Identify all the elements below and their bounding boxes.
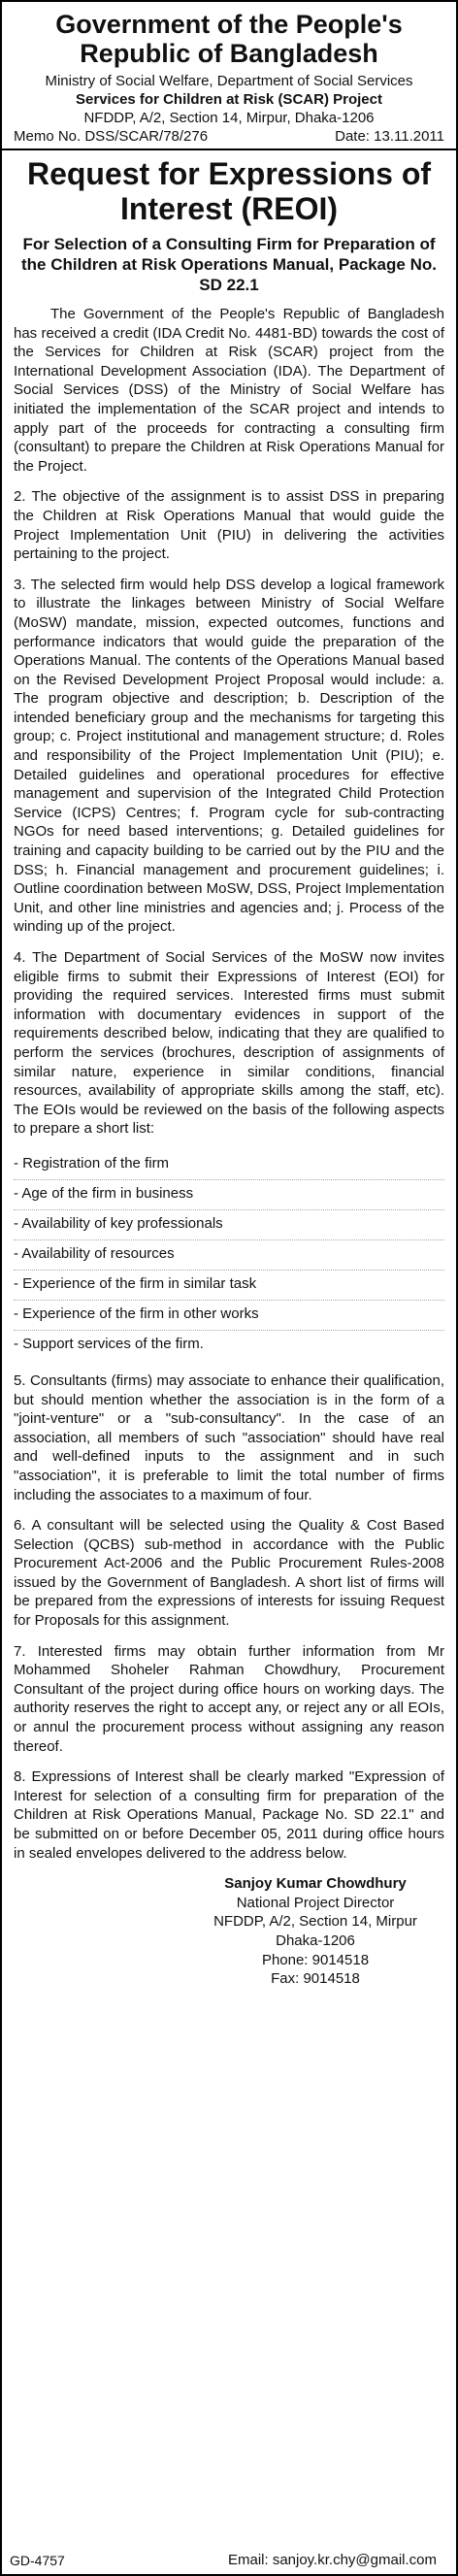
criteria-item: - Experience of the firm in similar task: [14, 1271, 444, 1301]
ad-reference-code: GD-4757: [10, 2553, 65, 2568]
signatory-fax: Fax: 9014518: [271, 1970, 360, 1988]
subject-line: For Selection of a Consulting Firm for Preparation of the Children at Risk Operations Manual, Package No. SD 22.1: [21, 235, 437, 294]
document-title: Request for Expressions of Interest (REOI): [26, 156, 432, 226]
signature-block: [204, 1874, 427, 1989]
shortlist-criteria: [14, 1150, 444, 1360]
paragraph-8: 8. Expressions of Interest shall be clearly marked "Expression of Interest for selection of a consulting firm for preparation of the Children at Risk Operations Manual, Package No. SD 22.1" and be submitted on or before December 05, 2011 during office hours in sealed envelopes delivered to the address below.: [14, 1768, 444, 1862]
paragraph-6: 6. A consultant will be selected using the Quality & Cost Based Selection (QCBS) sub-method in accordance with the Public Procurement Act-2006 and the Public Procurement Rules-2008 issued by the Government of Bangladesh. A short list of firms will be prepared from the expressions of interests for issuing Request for Proposals for this assignment.: [14, 1517, 444, 1630]
criteria-item: - Availability of resources: [14, 1240, 444, 1271]
signatory-address-2: Dhaka-1206: [276, 1932, 355, 1949]
criteria-item: - Experience of the firm in other works: [14, 1301, 444, 1331]
paragraph-1: The Government of the People's Republic of Bangladesh has received a credit (IDA Credit No. 4481-BD) towards the cost of the Services for Children at Risk (SCAR) project from the International Development Association (IDA). The Department of Social Services (DSS) of the Ministry of Social Welfare has initiated the implementation of the SCAR project and intends to apply part of the proceeds for contracting a consulting firm (consultant) to prepare the Children at Risk Operations Manual for the Project.: [14, 306, 444, 475]
memo-date: Date: 13.11.2011: [335, 128, 444, 145]
signatory-address-1: NFDDP, A/2, Section 14, Mirpur: [213, 1913, 417, 1931]
paragraph-2: 2. The objective of the assignment is to assist DSS in preparing the Children at Risk Operations Manual that would guide the Project Implementation Unit (PIU) in delivering the activities pertaining to the project.: [14, 488, 444, 563]
signatory-designation: National Project Director: [236, 1894, 395, 1911]
criteria-item: - Age of the firm in business: [14, 1180, 444, 1210]
paragraph-3: 3. The selected firm would help DSS develop a logical framework to illustrate the linkages between Ministry of Social Welfare (MoSW) mandate, mission, expected outcomes, functions and performance indicators that would guide the preparation of the Operations Manual. The contents of the Operations Manual based on the Revised Development Project Proposal would include: a. The program objective and description; b. Description of the intended beneficiary group and the mechanisms for targeting this group; c. Project institutional and management structure; d. Roles and responsibility of the Project Implementation Unit (PIU); e. Detailed guidelines and operational procedures for effective management and supervision of the Integrated Child Protection Service (ICPS) Centres; f. Program cycle for sub-contracting NGOs for need based interventions; g. Detailed guidelines for training and capacity building to be carried out by the PIU and the DSS; h. Financial management and procurement guidelines; i. Outline coordination between MoSW, DSS, Project Implementation Unit, and other line ministries and agencies and; j. Process of the winding up of the project.: [14, 576, 444, 936]
government-title: Government of the People's Republic of Bangladesh: [55, 10, 403, 68]
header-divider: [2, 149, 456, 150]
signatory-email: Email: sanjoy.kr.chy@gmail.com: [227, 2552, 437, 2568]
paragraph-7: 7. Interested firms may obtain further information from Mr Mohammed Shoheler Rahman Chowdhury, Procurement Consultant of the project during office hours on working days. The authority reserves the right to accept any, or reject any or all EOIs, or annul the procurement process without assigning any reason thereof.: [14, 1642, 444, 1755]
criteria-item: - Support services of the firm.: [14, 1335, 204, 1352]
signatory-phone: Phone: 9014518: [261, 1951, 370, 1968]
memo-number: Memo No. DSS/SCAR/78/276: [14, 128, 209, 145]
ministry-line: Ministry of Social Welfare, Department of Social Services: [45, 73, 413, 89]
memo-row: [14, 127, 444, 146]
project-name: Services for Children at Risk (SCAR) Project: [76, 91, 382, 108]
criteria-item: - Registration of the firm: [14, 1150, 444, 1180]
signatory-name: Sanjoy Kumar Chowdhury: [224, 1875, 407, 1893]
paragraph-4: 4. The Department of Social Services of the MoSW now invites eligible firms to submit their Expressions of Interest (EOI) for providing the required services. Interested firms must submit information with documentary evidences in support of the requirements described below, indicating that they are qualified to perform the services (brochures, description of assignments of similar nature, experience in similar conditions, financial resources, availability of appropriate skills among the staff, etc). The EOIs would be reviewed on the basis of the following aspects to prepare a short list:: [14, 949, 444, 1138]
paragraph-5: 5. Consultants (firms) may associate to enhance their qualification, but should mention whether the association is in the form of a "joint-venture" or a "sub-consultancy". In the case of an association, all members of such "association" should have real and well-defined inputs to the assignment and in such "association", it is preferable to limit the total number of firms including the associates to a maximum of four.: [14, 1371, 444, 1503]
criteria-item: - Availability of key professionals: [14, 1210, 444, 1240]
office-address: NFDDP, A/2, Section 14, Mirpur, Dhaka-1206: [83, 110, 375, 126]
